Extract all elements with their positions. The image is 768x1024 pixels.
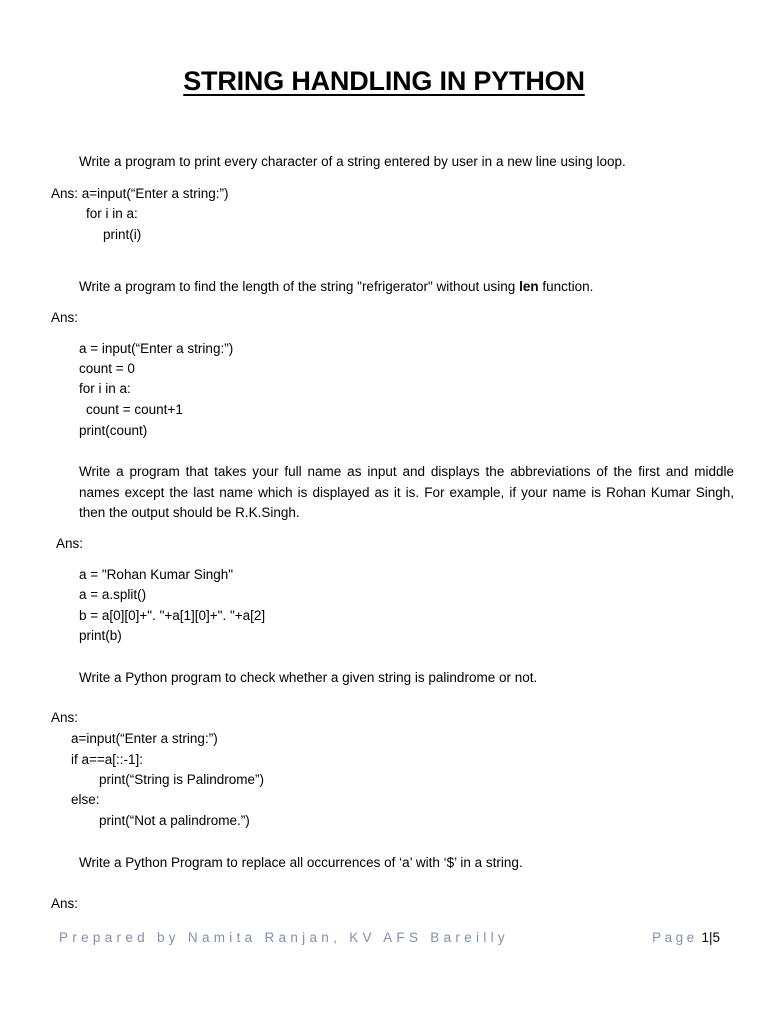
footer-page-label: Page [652, 930, 698, 945]
answer-1-line-2: for i in a: [86, 206, 138, 221]
answer-3-label: Ans: [56, 536, 84, 551]
answer-1-line-3: print(i) [103, 227, 142, 242]
question-3: Write a program that takes your full name as input and displays the abbreviations of the first and middle names except the last name which is displayed as it is. For example, if your name is Rohan Kumar Singh, then the output should be R.K.Singh. [79, 464, 734, 520]
answer-4-line-2: if a==a[::-1]: [71, 752, 144, 767]
answer-4-line-4: else: [71, 792, 100, 807]
answer-2-line-4: count = count+1 [86, 402, 183, 417]
answer-2-line-3: for i in a: [79, 381, 131, 396]
footer-total-pages: 5 [712, 930, 720, 945]
answer-3-line-2: a = a.split() [79, 587, 147, 602]
answer-1-line-1: Ans: a=input(“Enter a string:”) [51, 186, 229, 201]
answer-4-line-5: print(“Not a palindrome.”) [99, 813, 250, 828]
answer-5-label: Ans: [51, 896, 79, 911]
answer-2-line-1: a = input(“Enter a string:”) [79, 341, 234, 356]
footer-page-info [652, 930, 720, 945]
question-5: Write a Python Program to replace all occurrences of ‘a’ with ‘$’ in a string. [79, 855, 523, 870]
answer-2-label: Ans: [51, 310, 79, 325]
question-2-text-before: Write a program to find the length of the string "refrigerator" without using [79, 279, 520, 294]
answer-3-line-3: b = a[0][0]+". "+a[1][0]+". "+a[2] [79, 608, 266, 623]
question-4: Write a Python program to check whether a given string is palindrome or not. [79, 670, 538, 685]
answer-3-line-1: a = "Rohan Kumar Singh" [79, 567, 234, 582]
footer-author: Prepared by Namita Ranjan, KV AFS Bareilly [59, 930, 509, 945]
question-1: Write a program to print every character of a string entered by user in a new line using loop. [79, 154, 626, 169]
question-2 [79, 278, 593, 296]
answer-2-line-5: print(count) [79, 423, 148, 438]
answer-3-line-4: print(b) [79, 628, 122, 643]
answer-4-line-1: a=input(“Enter a string:”) [71, 731, 218, 746]
footer-page-number: 1 [701, 930, 709, 945]
answer-4-label: Ans: [51, 710, 79, 725]
answer-2-line-2: count = 0 [79, 361, 135, 376]
question-2-bold-term: len [519, 279, 539, 294]
question-2-text-after: function. [538, 279, 594, 294]
answer-4-line-3: print(“String is Palindrome”) [99, 772, 265, 787]
page-title: STRING HANDLING IN PYTHON [183, 66, 585, 96]
footer-separator: | [708, 930, 713, 945]
